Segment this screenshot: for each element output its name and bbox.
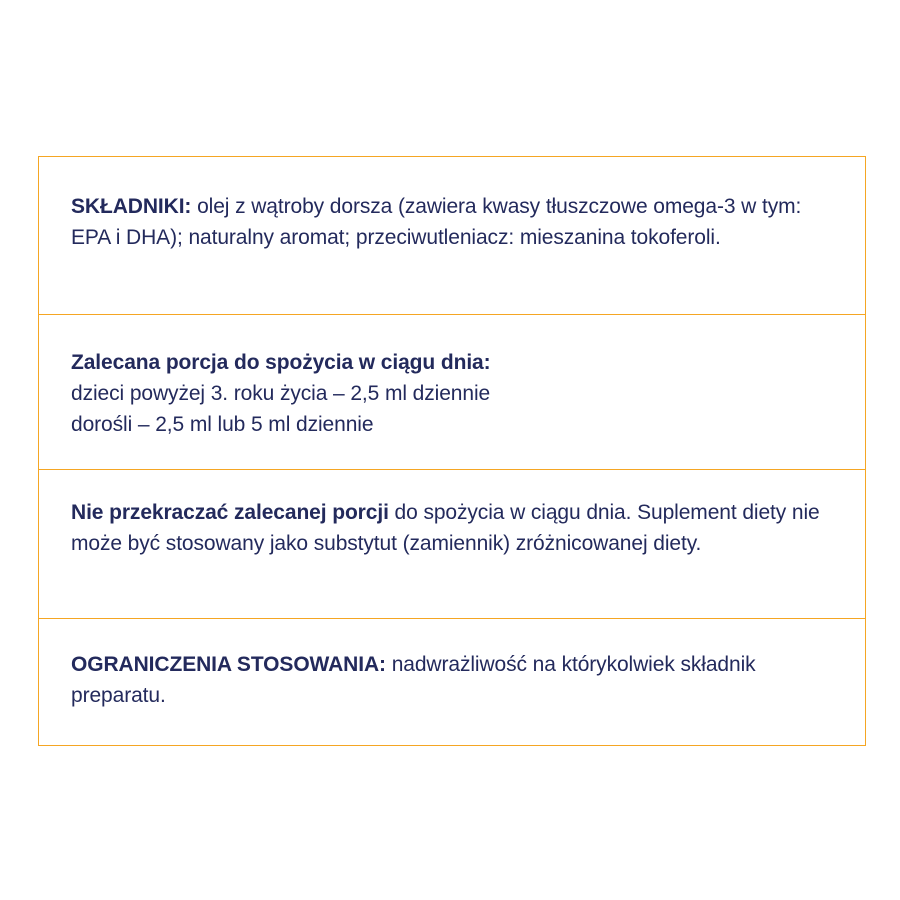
ingredients-section [39,157,865,314]
dosage-section [39,314,865,469]
ingredients-paragraph [71,191,833,253]
supplement-info-table [38,156,866,746]
dosage-paragraph [71,347,833,440]
warning-paragraph [71,497,833,559]
ingredients-heading: SKŁADNIKI: [71,195,192,218]
dosage-adults-line: dorośli – 2,5 ml lub 5 ml dziennie [71,413,374,436]
limits-paragraph [71,649,833,711]
ingredients-text: olej z wątroby dorsza (zawiera kwasy tłuszczowe omega-3 w tym: EPA i DHA); naturalny aromat; przeciwutleniacz: mieszanina tokoferoli. [71,195,802,249]
dosage-children-line: dzieci powyżej 3. roku życia – 2,5 ml dziennie [71,382,491,405]
limits-text: nadwrażliwość na którykolwiek składnik preparatu. [71,653,756,707]
limits-heading: OGRANICZENIA STOSOWANIA: [71,653,386,676]
warning-heading: Nie przekraczać zalecanej porcji [71,501,389,524]
warning-text: do spożycia w ciągu dnia. Suplement diety nie może być stosowany jako substytut (zamiennik) zróżnicowanej diety. [71,501,820,555]
warning-section [39,469,865,618]
dosage-heading: Zalecana porcja do spożycia w ciągu dnia: [71,351,491,374]
limits-section [39,618,865,745]
